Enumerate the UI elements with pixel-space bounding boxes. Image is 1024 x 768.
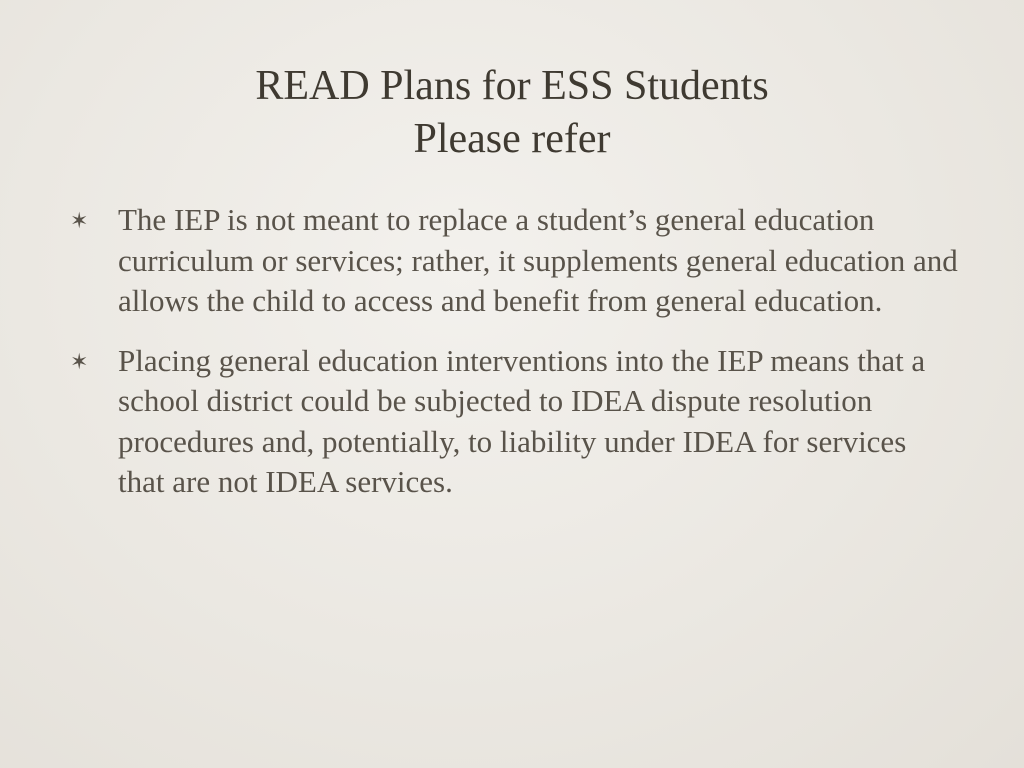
bullet-list [70,200,960,522]
bullet-item [70,200,960,322]
bullet-item [70,341,960,503]
bullet-text: The IEP is not meant to replace a student’s general education curriculum or services; rather, it supplements general education and allows the child to access and benefit from general education. [118,202,958,318]
bullet-text: Placing general education interventions into the IEP means that a school district could be subjected to IDEA dispute resolution procedures and, potentially, to liability under IDEA for services that are not IDEA services. [118,342,926,499]
star-icon: ✶ [70,349,89,375]
star-icon: ✶ [70,209,89,234]
slide-title [0,60,1024,166]
slide-title-line-2: Please refer [413,116,611,162]
slide-title-line-1: READ Plans for ESS Students [255,63,769,109]
